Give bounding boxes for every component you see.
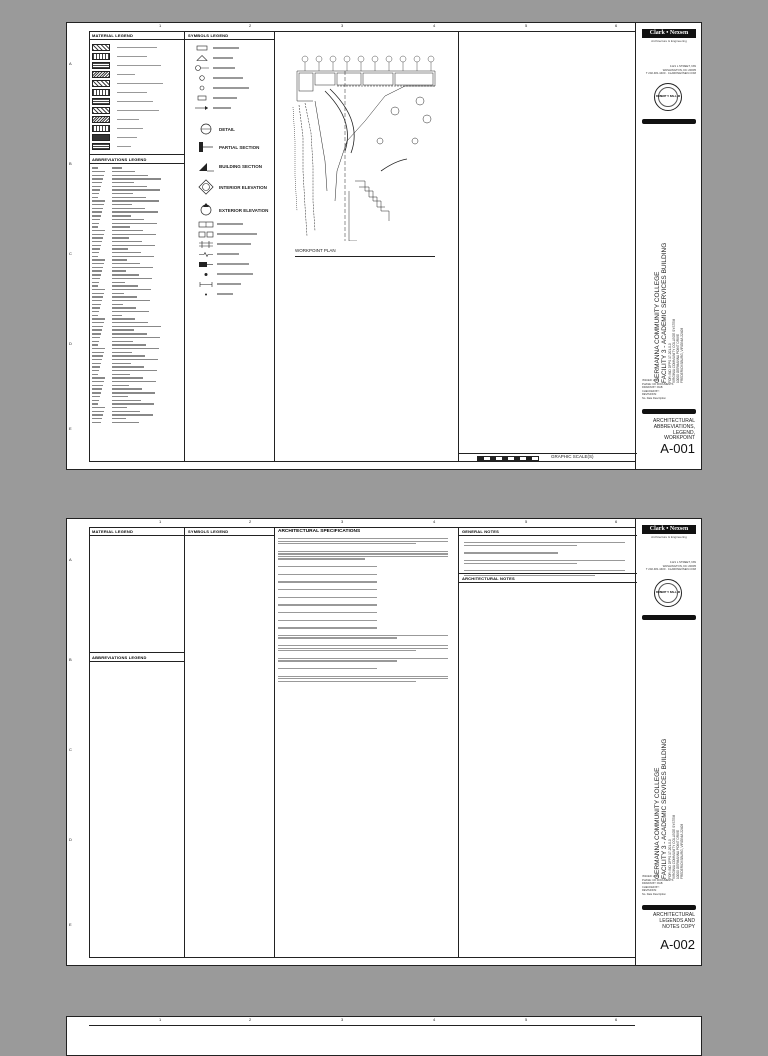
spot-elevation-icon xyxy=(198,271,214,278)
interior-elevation-icon xyxy=(196,177,216,197)
note-paragraph xyxy=(275,578,458,586)
hatch-swatch xyxy=(92,134,110,141)
workpoint-plan-drawing xyxy=(285,41,455,241)
hatch-swatch xyxy=(92,53,110,60)
casework-tag-icon xyxy=(198,231,214,238)
note-paragraph xyxy=(275,616,458,624)
grid-number: 2 xyxy=(249,23,252,28)
material-legend xyxy=(89,40,184,151)
symbol-label: INTERIOR ELEVATION xyxy=(219,184,267,190)
grid-bottom xyxy=(89,461,635,469)
break-line-icon xyxy=(198,251,214,258)
partial-section-icon xyxy=(197,139,215,155)
symbols-legend xyxy=(185,40,274,113)
symbols-legend-heading: SYMBOLS LEGEND xyxy=(185,31,274,40)
title-block xyxy=(635,23,701,469)
note-paragraph xyxy=(275,601,458,609)
grid-left: A B C D E xyxy=(67,527,90,958)
elevation-marker-icon xyxy=(196,75,208,81)
grid-hash-icon xyxy=(198,241,214,248)
material-legend-heading: MATERIAL LEGEND xyxy=(89,31,184,40)
note-paragraph xyxy=(275,570,458,578)
abbr-section xyxy=(89,652,184,666)
architectural-notes-heading: ARCHITECTURAL NOTES xyxy=(462,576,515,581)
abbreviations-list xyxy=(89,662,184,666)
firm-address: 1121 L STREET, NW WASHINGTON, DC 20005 T 202.481.4400 · CLARKNEXSEN.COM xyxy=(645,560,696,572)
note-paragraph xyxy=(275,548,458,563)
plan-area xyxy=(275,31,459,462)
grid-letter: D xyxy=(69,341,72,346)
column-grid-icon xyxy=(194,65,210,71)
note-paragraph xyxy=(275,535,458,548)
grid-top: 1 2 3 4 5 6 xyxy=(89,1017,635,1026)
firm-address: 1121 L STREET, NW WASHINGTON, DC 20005 T 202.481.4400 · CLARKNEXSEN.COM xyxy=(645,64,696,76)
sheet-title: ARCHITECTURAL ABBREVIATIONS, LEGEND, WORKPOINT xyxy=(653,418,695,442)
north-arrow-icon xyxy=(194,105,210,111)
symbol-label: DETAIL xyxy=(219,126,235,132)
grid-left xyxy=(67,31,90,462)
note-paragraph xyxy=(275,609,458,617)
issue-info: ISSUED: 2023 PHASE: CD DOCUMENTS DRAWN BY: RAB CHECKED BY: REVISIONS: No. Date Description xyxy=(642,379,674,400)
symbols-legend-heading: SYMBOLS LEGEND xyxy=(185,527,274,536)
grid-number: 3 xyxy=(341,23,344,28)
abbreviations-legend-heading: ABBREVIATIONS LEGEND xyxy=(89,653,184,662)
legend-column xyxy=(89,31,185,462)
grid-bottom xyxy=(89,957,635,965)
title-divider xyxy=(642,409,696,414)
firm-logo: Clark • Nexsen xyxy=(642,29,696,38)
exterior-elevation-icon xyxy=(197,201,215,219)
note-paragraph xyxy=(275,642,458,655)
issue-info: ISSUED: 2023 PHASE: CD DOCUMENTS DRAWN BY: RAB CHECKED BY: REVISIONS: No. Date Description xyxy=(642,875,674,896)
grid-number: 1 xyxy=(159,23,162,28)
firm-tagline: Architecture & Engineering xyxy=(651,535,687,539)
hatch-swatch xyxy=(92,62,110,69)
specifications-column xyxy=(275,527,459,958)
symbol-label: BUILDING SECTION xyxy=(219,163,263,169)
firm-tagline: Architecture & Engineering xyxy=(651,39,687,43)
abbreviations-legend-heading: ABBREVIATIONS LEGEND xyxy=(89,154,184,164)
file-path-text xyxy=(93,447,95,448)
grid-letter: B xyxy=(69,161,72,166)
hatch-swatch xyxy=(92,80,110,87)
general-notes-heading: GENERAL NOTES xyxy=(459,527,637,536)
plan-title-underline xyxy=(295,256,435,257)
symbol-label: PARTIAL SECTION xyxy=(219,144,260,150)
title-block xyxy=(635,519,701,965)
note-paragraph xyxy=(461,539,635,549)
note-paragraph xyxy=(461,549,635,557)
hatch-swatch xyxy=(92,98,110,105)
material-legend-heading: MATERIAL LEGEND xyxy=(89,527,184,536)
point-icon xyxy=(198,291,214,298)
dimension-icon xyxy=(198,281,214,288)
title-divider xyxy=(642,119,696,124)
note-paragraph xyxy=(275,624,458,632)
key-note-icon xyxy=(198,261,214,268)
hatch-swatch xyxy=(92,143,110,150)
detail-symbols xyxy=(189,121,268,221)
note-paragraph xyxy=(275,632,458,642)
hatch-swatch xyxy=(92,44,110,51)
note-paragraph xyxy=(275,665,458,673)
grid-letter: E xyxy=(69,426,72,431)
sheet-number: A-001 xyxy=(660,441,695,456)
hatch-swatch xyxy=(92,107,110,114)
grid-number: 4 xyxy=(433,23,436,28)
hatch-swatch xyxy=(92,71,110,78)
note-paragraph xyxy=(275,672,458,685)
arch-notes-section xyxy=(459,573,637,583)
specifications-text xyxy=(275,535,458,685)
notes-column xyxy=(459,527,637,958)
drawing-sheet-next xyxy=(66,1016,702,1056)
graphic-scale-label: GRAPHIC SCALE(S) xyxy=(551,454,594,459)
note-paragraph xyxy=(275,586,458,594)
project-name-line2: FACILITY 3 - ACADEMIC SERVICES BUILDING xyxy=(661,242,668,383)
drawing-sheet-a001 xyxy=(66,22,702,470)
detail-callout-icon xyxy=(197,122,215,136)
hatch-swatch xyxy=(92,89,110,96)
professional-seal: ROBERT T. BALL, III xyxy=(654,83,682,111)
specifications-heading: ARCHITECTURAL SPECIFICATIONS xyxy=(278,529,361,534)
title-divider xyxy=(642,905,696,910)
window-tag-icon xyxy=(196,55,208,61)
misc-symbols xyxy=(189,219,257,299)
note-paragraph xyxy=(275,593,458,601)
symbols-column xyxy=(185,527,275,958)
hatch-swatch xyxy=(92,116,110,123)
building-section-icon xyxy=(197,159,215,173)
abbreviation-row xyxy=(92,420,181,424)
drawing-sheet-a002 xyxy=(66,518,702,966)
professional-seal: ROBERT T. BALL, III xyxy=(654,579,682,607)
note-paragraph xyxy=(461,557,635,567)
graphic-scale-bar xyxy=(477,456,539,461)
symbols-column xyxy=(185,31,275,462)
abbreviations-list xyxy=(89,164,184,426)
wall-tag-icon xyxy=(198,221,214,228)
sheet-title: ARCHITECTURAL LEGENDS AND NOTES COPY xyxy=(653,912,695,930)
scale-bar-row xyxy=(459,453,637,462)
firm-logo: Clark • Nexsen xyxy=(642,525,696,534)
project-name-line1: GERMANNA COMMUNITY COLLEGE xyxy=(654,271,661,383)
grid-letter: A xyxy=(69,61,72,66)
grid-letter: C xyxy=(69,251,72,256)
empty-notes-area xyxy=(459,31,637,462)
sheet-number: A-002 xyxy=(660,937,695,952)
plan-title: WORKPOINT PLAN xyxy=(295,248,336,253)
symbol-label: EXTERIOR ELEVATION xyxy=(219,207,269,213)
grid-top: 1 2 3 4 5 6 xyxy=(89,519,635,528)
legend-column xyxy=(89,527,185,958)
project-name-block: GERMANNA COMMUNITY COLLEGE FACILITY 3 - ACADEMIC SERVICES BUILDING FOR: BID DFPS 17-201-0-0 VIRGINIA COMMUNITY COLLEGE SYSTEM 10000 GERMANNA POINT DRIVE FREDERICKSBURG, VIRGINIA 22408 xyxy=(654,738,684,879)
note-paragraph xyxy=(275,563,458,571)
project-name-block: GERMANNA COMMUNITY COLLEGE FACILITY 3 - ACADEMIC SERVICES BUILDING FOR: BID DFPS 17-201-0-0 VIRGINIA COMMUNITY COLLEGE SYSTEM 10000 GERMANNA POINT DRIVE FREDERICKSBURG, VIRGINIA 22408 xyxy=(642,233,696,383)
room-tag-icon xyxy=(196,95,208,101)
note-paragraph xyxy=(275,655,458,665)
grid-number: 5 xyxy=(525,23,528,28)
title-divider xyxy=(642,615,696,620)
door-tag-icon xyxy=(196,45,208,51)
hatch-swatch xyxy=(92,125,110,132)
revision-tag-icon xyxy=(196,85,208,91)
grid-number: 6 xyxy=(615,23,618,28)
